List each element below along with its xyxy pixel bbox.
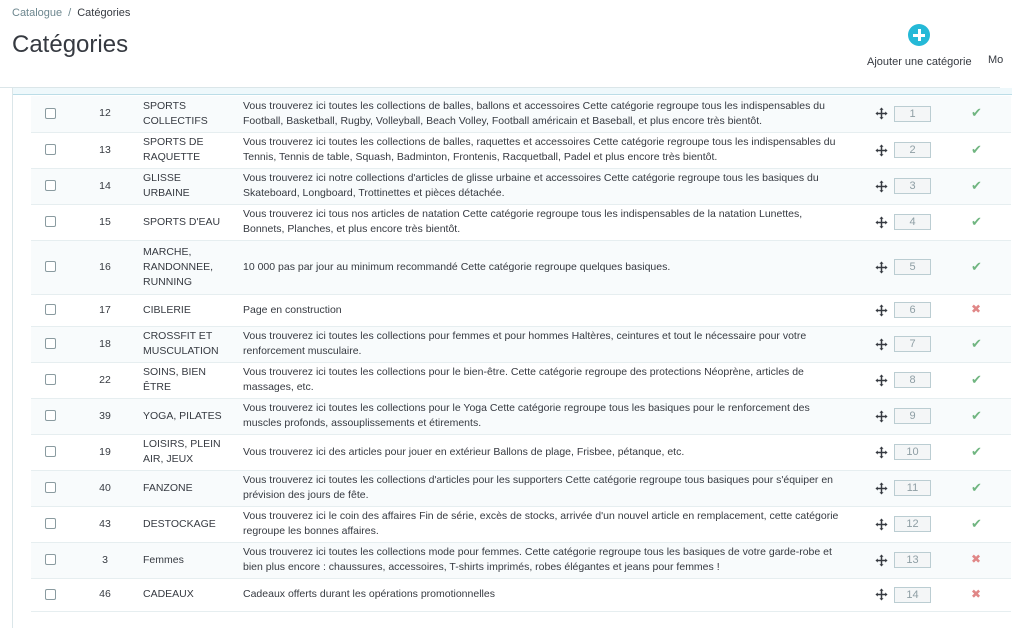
add-circle-icon (908, 24, 930, 46)
drag-handle-icon[interactable] (875, 216, 888, 229)
row-select-cell (31, 96, 87, 132)
drag-handle-icon[interactable] (875, 338, 888, 351)
status-enabled-check-icon[interactable]: ✔ (971, 443, 982, 459)
row-select-cell (31, 240, 87, 294)
row-description: Vous trouverez ici des articles pour jouer en extérieur Ballons de plage, Frisbee, pétanque, etc. (227, 434, 859, 470)
row-id: 17 (87, 294, 123, 326)
table-row[interactable] (31, 542, 1011, 578)
status-enabled-check-icon[interactable]: ✔ (971, 515, 982, 531)
drag-handle-icon[interactable] (875, 410, 888, 423)
row-status-cell (949, 326, 1011, 362)
row-position-cell (859, 326, 949, 362)
row-status-cell (949, 434, 1011, 470)
row-name: DESTOCKAGE (123, 506, 227, 542)
table-row[interactable] (31, 398, 1011, 434)
position-value: 3 (894, 178, 931, 194)
row-checkbox[interactable] (45, 518, 56, 529)
position-value: 8 (894, 372, 931, 388)
table-row[interactable] (31, 470, 1011, 506)
breadcrumb-current: Catégories (77, 7, 131, 19)
row-checkbox[interactable] (45, 446, 56, 457)
table-row[interactable] (31, 362, 1011, 398)
row-name: CADEAUX (123, 578, 227, 611)
row-description: Vous trouverez ici tous nos articles de natation Cette catégorie regroupe tous les indispensables de la natation Lunettes, Bonnets, Planches, et plus encore très bientôt. (227, 204, 859, 240)
row-name: LOISIRS, PLEIN AIR, JEUX (123, 434, 227, 470)
row-name: CROSSFIT ET MUSCULATION (123, 326, 227, 362)
row-description: Vous trouverez ici toutes les collections pour femmes et pour hommes Haltères, ceintures et tout le nécessaire pour votre renforcement musculaire. (227, 326, 859, 362)
drag-handle-icon[interactable] (875, 588, 888, 601)
more-button[interactable]: Mo (988, 54, 1004, 66)
row-checkbox[interactable] (45, 554, 56, 565)
row-position-cell (859, 578, 949, 611)
row-description: Vous trouverez ici toutes les collections pour le bien-être. Cette catégorie regroupe des protections Néoprène, articles de massages, etc. (227, 362, 859, 398)
row-position-cell (859, 132, 949, 168)
position-value: 9 (894, 408, 931, 424)
row-name: Femmes (123, 542, 227, 578)
row-id: 14 (87, 168, 123, 204)
add-category-label: Ajouter une catégorie (867, 56, 972, 68)
status-enabled-check-icon[interactable]: ✔ (971, 177, 982, 193)
row-id: 13 (87, 132, 123, 168)
row-checkbox[interactable] (45, 304, 56, 315)
row-checkbox[interactable] (45, 482, 56, 493)
row-checkbox[interactable] (45, 374, 56, 385)
table-row[interactable] (31, 168, 1011, 204)
row-status-cell (949, 398, 1011, 434)
row-select-cell (31, 470, 87, 506)
status-disabled-cross-icon[interactable]: ✖ (971, 586, 982, 601)
row-status-cell (949, 132, 1011, 168)
row-id: 16 (87, 240, 123, 294)
page-title: Catégories (12, 31, 129, 58)
row-id: 22 (87, 362, 123, 398)
breadcrumb-separator: / (68, 7, 72, 19)
row-position-cell (859, 506, 949, 542)
row-select-cell (31, 434, 87, 470)
position-value: 5 (894, 259, 931, 275)
row-description: Vous trouverez ici toutes les collections de balles, ballons et accessoires Cette catégorie regroupe tous les indispensables du Football, Basketball, Rugby, Volleyball, Beach Volley, Football américain et Baseball, et plus encore très bientôt. (227, 96, 859, 132)
row-id: 39 (87, 398, 123, 434)
row-position-cell (859, 168, 949, 204)
row-position-cell (859, 240, 949, 294)
drag-handle-icon[interactable] (875, 107, 888, 120)
position-value: 4 (894, 214, 931, 230)
position-value: 1 (894, 106, 931, 122)
row-select-cell (31, 578, 87, 611)
drag-handle-icon[interactable] (875, 482, 888, 495)
row-id: 15 (87, 204, 123, 240)
row-select-cell (31, 326, 87, 362)
row-checkbox[interactable] (45, 261, 56, 272)
table-row[interactable] (31, 578, 1011, 611)
row-description: Vous trouverez ici toutes les collections pour le Yoga Cette catégorie regroupe tous les basiques pour le renforcement des muscles profonds, assouplissements et étirements. (227, 398, 859, 434)
row-description: 10 000 pas par jour au minimum recommandé Cette catégorie regroupe quelques basiques. (227, 240, 859, 294)
row-select-cell (31, 506, 87, 542)
position-value: 13 (894, 552, 931, 568)
row-status-cell (949, 578, 1011, 611)
row-status-cell (949, 240, 1011, 294)
row-select-cell (31, 168, 87, 204)
drag-handle-icon[interactable] (875, 304, 888, 317)
row-select-cell (31, 294, 87, 326)
row-checkbox[interactable] (45, 144, 56, 155)
row-checkbox[interactable] (45, 180, 56, 191)
row-description: Vous trouverez ici toutes les collections d'articles pour les supporters Cette catégorie regroupe tous basiques pour s'équiper en prévision des jours de fête. (227, 470, 859, 506)
position-value: 7 (894, 336, 931, 352)
categories-panel (12, 88, 1012, 628)
drag-handle-icon[interactable] (875, 374, 888, 387)
row-name: MARCHE, RANDONNEE, RUNNING (123, 240, 227, 294)
table-row[interactable] (31, 326, 1011, 362)
row-status-cell (949, 294, 1011, 326)
row-checkbox[interactable] (45, 589, 56, 600)
row-position-cell (859, 398, 949, 434)
row-select-cell (31, 542, 87, 578)
row-description: Cadeaux offerts durant les opérations promotionnelles (227, 578, 859, 611)
row-name: SPORTS COLLECTIFS (123, 96, 227, 132)
position-value: 10 (894, 444, 931, 460)
row-status-cell (949, 204, 1011, 240)
row-status-cell (949, 168, 1011, 204)
position-value: 11 (894, 480, 931, 496)
row-position-cell (859, 294, 949, 326)
status-enabled-check-icon[interactable]: ✔ (971, 141, 982, 157)
status-disabled-cross-icon[interactable]: ✖ (971, 552, 982, 566)
row-id: 18 (87, 326, 123, 362)
row-description: Vous trouverez ici notre collections d'articles de glisse urbaine et accessoires Cette catégorie regroupe tous les basiques du Skateboard, Longboard, Trottinettes et pièces détachée. (227, 168, 859, 204)
table-row[interactable] (31, 506, 1011, 542)
status-disabled-cross-icon[interactable]: ✖ (971, 302, 982, 316)
row-select-cell (31, 204, 87, 240)
row-checkbox[interactable] (45, 216, 56, 227)
row-checkbox[interactable] (45, 410, 56, 421)
row-name: YOGA, PILATES (123, 398, 227, 434)
row-checkbox[interactable] (45, 108, 56, 119)
row-status-cell (949, 506, 1011, 542)
row-id: 19 (87, 434, 123, 470)
row-status-cell (949, 362, 1011, 398)
row-id: 40 (87, 470, 123, 506)
row-id: 43 (87, 506, 123, 542)
table-header-strip (13, 88, 1012, 95)
table-row[interactable] (31, 96, 1011, 132)
row-description: Page en construction (227, 294, 859, 326)
row-name: SOINS, BIEN ÊTRE (123, 362, 227, 398)
row-select-cell (31, 362, 87, 398)
breadcrumb-link-catalogue[interactable]: Catalogue (12, 7, 63, 19)
row-position-cell (859, 470, 949, 506)
status-enabled-check-icon[interactable]: ✔ (971, 335, 982, 351)
drag-handle-icon[interactable] (875, 261, 888, 274)
status-enabled-check-icon[interactable]: ✔ (971, 258, 982, 274)
position-value: 14 (894, 587, 931, 603)
page-header (0, 0, 1004, 88)
row-description: Vous trouverez ici le coin des affaires Fin de série, excès de stocks, arrivée d'un nouvel article en remplacement, cette catégorie regroupe les bonnes affaires. (227, 506, 859, 542)
status-enabled-check-icon[interactable]: ✔ (971, 105, 982, 121)
drag-handle-icon[interactable] (875, 144, 888, 157)
row-status-cell (949, 96, 1011, 132)
status-enabled-check-icon[interactable]: ✔ (971, 213, 982, 229)
drag-handle-icon[interactable] (875, 518, 888, 531)
table-row[interactable] (31, 240, 1011, 294)
drag-handle-icon[interactable] (875, 554, 888, 567)
table-row[interactable] (31, 434, 1011, 470)
row-id: 3 (87, 542, 123, 578)
table-row[interactable] (31, 294, 1011, 326)
drag-handle-icon[interactable] (875, 180, 888, 193)
row-name: SPORTS DE RAQUETTE (123, 132, 227, 168)
row-status-cell (949, 470, 1011, 506)
status-enabled-check-icon[interactable]: ✔ (971, 479, 982, 495)
status-enabled-check-icon[interactable]: ✔ (971, 407, 982, 423)
row-id: 46 (87, 578, 123, 611)
row-select-cell (31, 132, 87, 168)
row-status-cell (949, 542, 1011, 578)
row-checkbox[interactable] (45, 338, 56, 349)
add-category-button[interactable] (867, 24, 972, 70)
status-enabled-check-icon[interactable]: ✔ (971, 371, 982, 387)
breadcrumb (12, 7, 130, 19)
row-description: Vous trouverez ici toutes les collections de balles, raquettes et accessoires Cette catégorie regroupe tous les indispensables du Tennis, Tennis de table, Squash, Badminton, Frontenis, Racquetball, Padel et plus encore très bientôt. (227, 132, 859, 168)
drag-handle-icon[interactable] (875, 446, 888, 459)
position-value: 2 (894, 142, 931, 158)
row-name: FANZONE (123, 470, 227, 506)
row-position-cell (859, 204, 949, 240)
row-name: GLISSE URBAINE (123, 168, 227, 204)
table-row[interactable] (31, 204, 1011, 240)
row-name: CIBLERIE (123, 294, 227, 326)
row-description: Vous trouverez ici toutes les collections mode pour femmes. Cette catégorie regroupe tous les basiques de votre garde-robe et bien plus encore : chaussures, accessoires, T-shirts imprimés, robes élégantes et jeans pour femmes ! (227, 542, 859, 578)
row-position-cell (859, 362, 949, 398)
categories-table (31, 96, 1011, 612)
table-row[interactable] (31, 132, 1011, 168)
position-value: 12 (894, 516, 931, 532)
row-position-cell (859, 434, 949, 470)
row-select-cell (31, 398, 87, 434)
row-position-cell (859, 96, 949, 132)
position-value: 6 (894, 302, 931, 318)
row-id: 12 (87, 96, 123, 132)
row-name: SPORTS D'EAU (123, 204, 227, 240)
row-position-cell (859, 542, 949, 578)
